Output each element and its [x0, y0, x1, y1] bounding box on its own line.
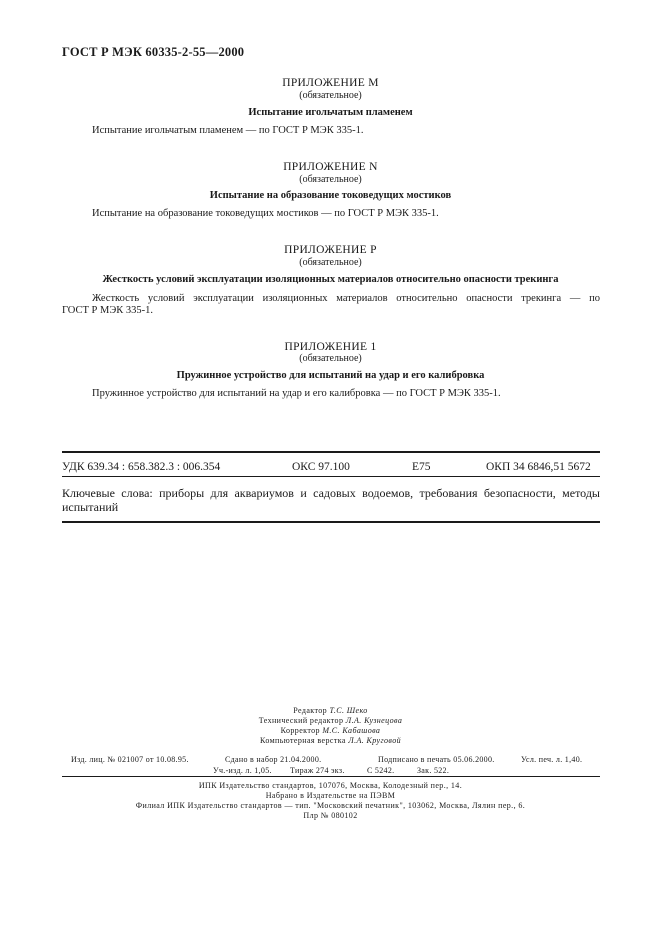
- branch-text: Филиал ИПК Издательство стандартов — тип. "Московский печатник", 103062, Москва, Лялин пер., 6.: [135, 801, 526, 810]
- divider-bottom: [62, 521, 600, 523]
- appendix-m-note: (обязательное): [299, 90, 362, 101]
- appendix-n-note: (обязательное): [299, 174, 362, 185]
- e-code: Е75: [412, 461, 431, 473]
- divider-top: [62, 451, 600, 453]
- imprint-tech-editor: [0, 716, 661, 725]
- appendix-p-note: (обязательное): [299, 257, 362, 268]
- editor-label: Редактор: [293, 706, 328, 715]
- plr-text: Плр № 080102: [303, 811, 358, 820]
- signed-text: Подписано в печать 05.06.2000.: [378, 755, 495, 764]
- appendix-n-title: ПРИЛОЖЕНИЕ N: [283, 161, 378, 173]
- corrector-name: М.С. Кабашова: [322, 726, 381, 735]
- typeset-text: Набрано в Издательстве на ПЭВМ: [265, 791, 396, 800]
- c-text: С 5242.: [367, 766, 395, 775]
- corrector-label: Корректор: [280, 726, 320, 735]
- appendix-m-body: Испытание игольчатым пламенем — по ГОСТ Р МЭК 335-1.: [92, 125, 364, 136]
- appendix-n-body: Испытание на образование токоведущих мостиков — по ГОСТ Р МЭК 335-1.: [92, 208, 439, 219]
- imprint-editor: [0, 706, 661, 715]
- keywords: Ключевые слова: приборы для аквариумов и садовых водоемов, требования безопасности, методы испытаний: [62, 486, 600, 514]
- imprint-corrector: [0, 726, 661, 735]
- appendix-p-heading: Жесткость условий эксплуатации изоляционных материалов относительно опасности трекинга: [102, 274, 559, 285]
- document-id: ГОСТ Р МЭК 60335-2-55—2000: [62, 45, 245, 59]
- run-text: Тираж 274 экз.: [290, 766, 345, 775]
- sheets-text: Усл. печ. л. 1,40.: [521, 755, 583, 764]
- edition-sheets-text: Уч.-изд. л. 1,05.: [213, 766, 272, 775]
- divider-middle: [62, 476, 600, 477]
- order-text: Зак. 522.: [417, 766, 450, 775]
- appendix-p-body-line2: ГОСТ Р МЭК 335-1.: [62, 305, 154, 316]
- publisher-text: ИПК Издательство стандартов, 107076, Москва, Колодезный пер., 14.: [198, 781, 463, 790]
- oks-code: ОКС 97.100: [292, 461, 350, 473]
- license-text: Изд. лиц. № 021007 от 10.08.95.: [71, 755, 189, 764]
- appendix-p-title: ПРИЛОЖЕНИЕ Р: [284, 244, 377, 256]
- layout-name: Л.А. Круговой: [348, 736, 402, 745]
- appendix-n-heading: Испытание на образование токоведущих мостиков: [209, 190, 452, 201]
- tech-editor-name: Л.А. Кузнецова: [345, 716, 403, 725]
- editor-name: Т.С. Шеко: [329, 706, 368, 715]
- imprint-layout: [0, 736, 661, 745]
- sent-text: Сдано в набор 21.04.2000.: [225, 755, 322, 764]
- appendix-p-body-line1: Жесткость условий эксплуатации изоляционных материалов относительно опасности трекинга — по: [92, 293, 600, 304]
- appendix-1-note: (обязательное): [299, 353, 362, 364]
- appendix-1-body: Пружинное устройство для испытаний на удар и его калибровка — по ГОСТ Р МЭК 335-1.: [92, 388, 501, 399]
- appendix-1-title: ПРИЛОЖЕНИЕ 1: [284, 341, 377, 353]
- okp-code: ОКП 34 6846,51 5672: [486, 461, 591, 473]
- appendix-m-heading: Испытание игольчатым пламенем: [248, 107, 413, 118]
- appendix-1-heading: Пружинное устройство для испытаний на удар и его калибровка: [176, 370, 485, 381]
- imprint-divider: [62, 776, 600, 777]
- udk-code: УДК 639.34 : 658.382.3 : 006.354: [62, 461, 221, 473]
- appendix-m-title: ПРИЛОЖЕНИЕ М: [282, 77, 379, 89]
- layout-label: Компьютерная верстка: [259, 736, 346, 745]
- tech-editor-label: Технический редактор: [258, 716, 344, 725]
